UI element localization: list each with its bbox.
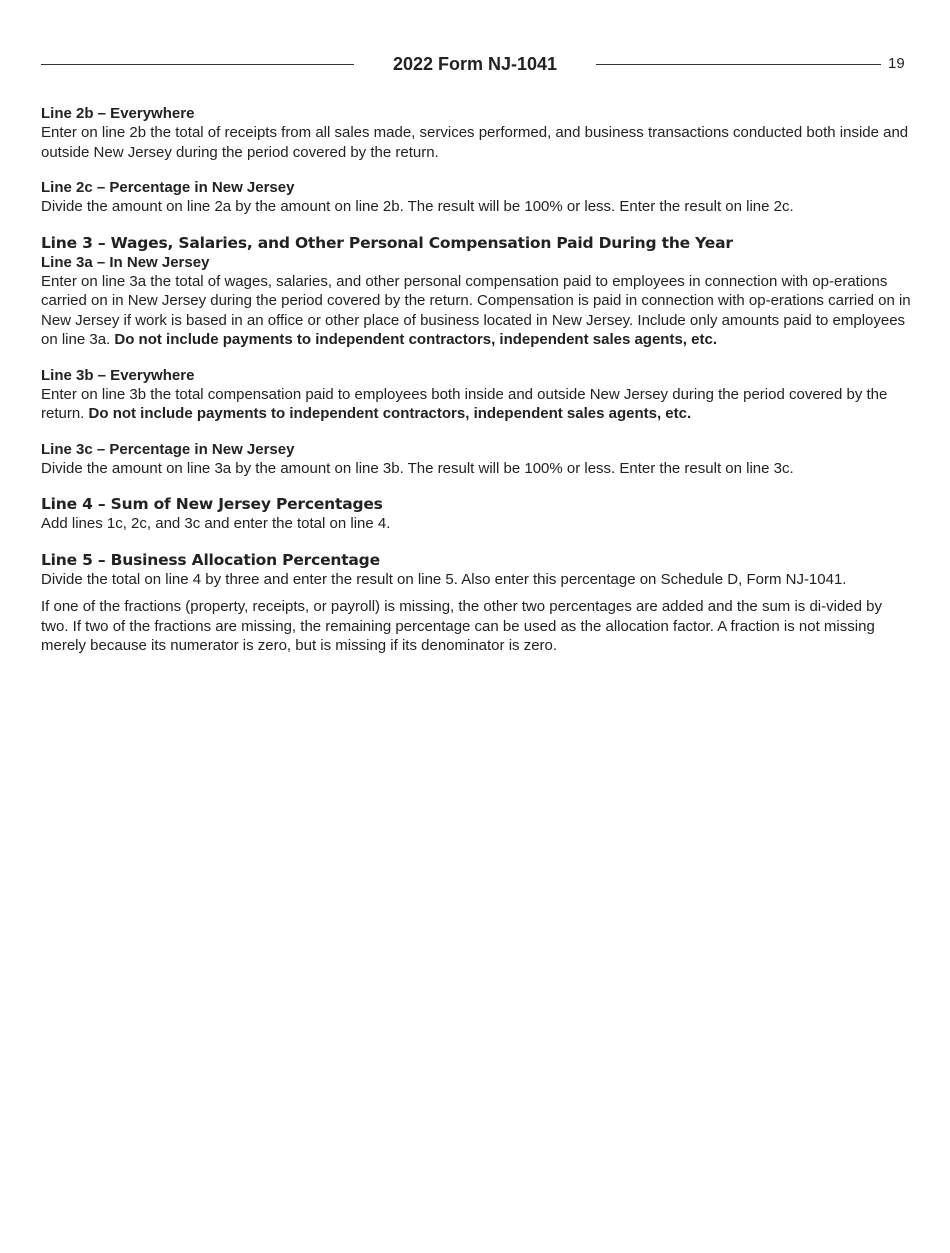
line-4-heading: Line 4 – Sum of New Jersey Percentages (41, 495, 383, 513)
line-5-text: Divide the total on line 4 by three and enter the result on line 5. Also enter this percentage on Schedule D, Form NJ-1041. (41, 570, 847, 588)
line-3a-text: Enter on line 3a the total of wages, salaries, and other personal compensation paid to employees in connection with op-erations carried on in New Jersey during the period covered by the return. Compensation is paid in connection with op-erations carried on in New Jersey if work is based in an office or other place of business located in New Jersey. Include only amounts paid to employees on line 3a. (41, 272, 911, 348)
form-title: 2022 Form NJ-1041 (392, 54, 558, 74)
line-3b-text: Enter on line 3b the total compensation paid to employees both inside and outside New Jersey during the period covered by the return. (41, 385, 888, 422)
line-3a-heading: Line 3a – In New Jersey (41, 253, 210, 271)
line-5-heading: Line 5 – Business Allocation Percentage (41, 550, 380, 569)
line-2c-text: Divide the amount on line 2a by the amount on line 2b. The result will be 100% or less. Enter the result on line 2c. (41, 198, 794, 215)
header-rule-left (41, 64, 354, 65)
line-2c-heading: Line 2c – Percentage in New Jersey (41, 179, 295, 196)
instructions-body (41, 104, 913, 656)
line-3b-bold-note: Do not include payments to independent contractors, independent sales agents, etc. (88, 405, 692, 422)
line-3b-heading: Line 3b – Everywhere (41, 366, 195, 384)
line-3c-text: Divide the amount on line 3a by the amount on line 3b. The result will be 100% or less. Enter the result on line 3c. (41, 459, 794, 477)
line-3a-paragraph (41, 272, 913, 350)
line-3c-heading: Line 3c – Percentage in New Jersey (41, 440, 295, 458)
line-3-heading: Line 3 – Wages, Salaries, and Other Personal Compensation Paid During the Year (41, 233, 733, 252)
line-3b-paragraph (41, 385, 913, 424)
header-rule-right (596, 64, 881, 65)
line-2b-heading: Line 2b – Everywhere (41, 105, 195, 122)
page-header (0, 52, 950, 76)
line-5-missing-fraction-text: If one of the fractions (property, receipts, or payroll) is missing, the other two percentages are added and the sum is di-vided by two. If two of the fractions are missing, the remaining percentage can be used as the allocation factor. A fraction is not missing merely because its numerator is zero, but is missing if its denominator is zero. (41, 598, 882, 654)
line-3a-bold-note: Do not include payments to independent contractors, independent sales agents, etc. (114, 331, 717, 348)
page-number: 19 (888, 55, 905, 72)
line-2b-text: Enter on line 2b the total of receipts from all sales made, services performed, and business transactions conducted both inside and outside New Jersey during the period covered by the return. (41, 124, 909, 161)
line-4-text: Add lines 1c, 2c, and 3c and enter the total on line 4. (41, 515, 391, 532)
